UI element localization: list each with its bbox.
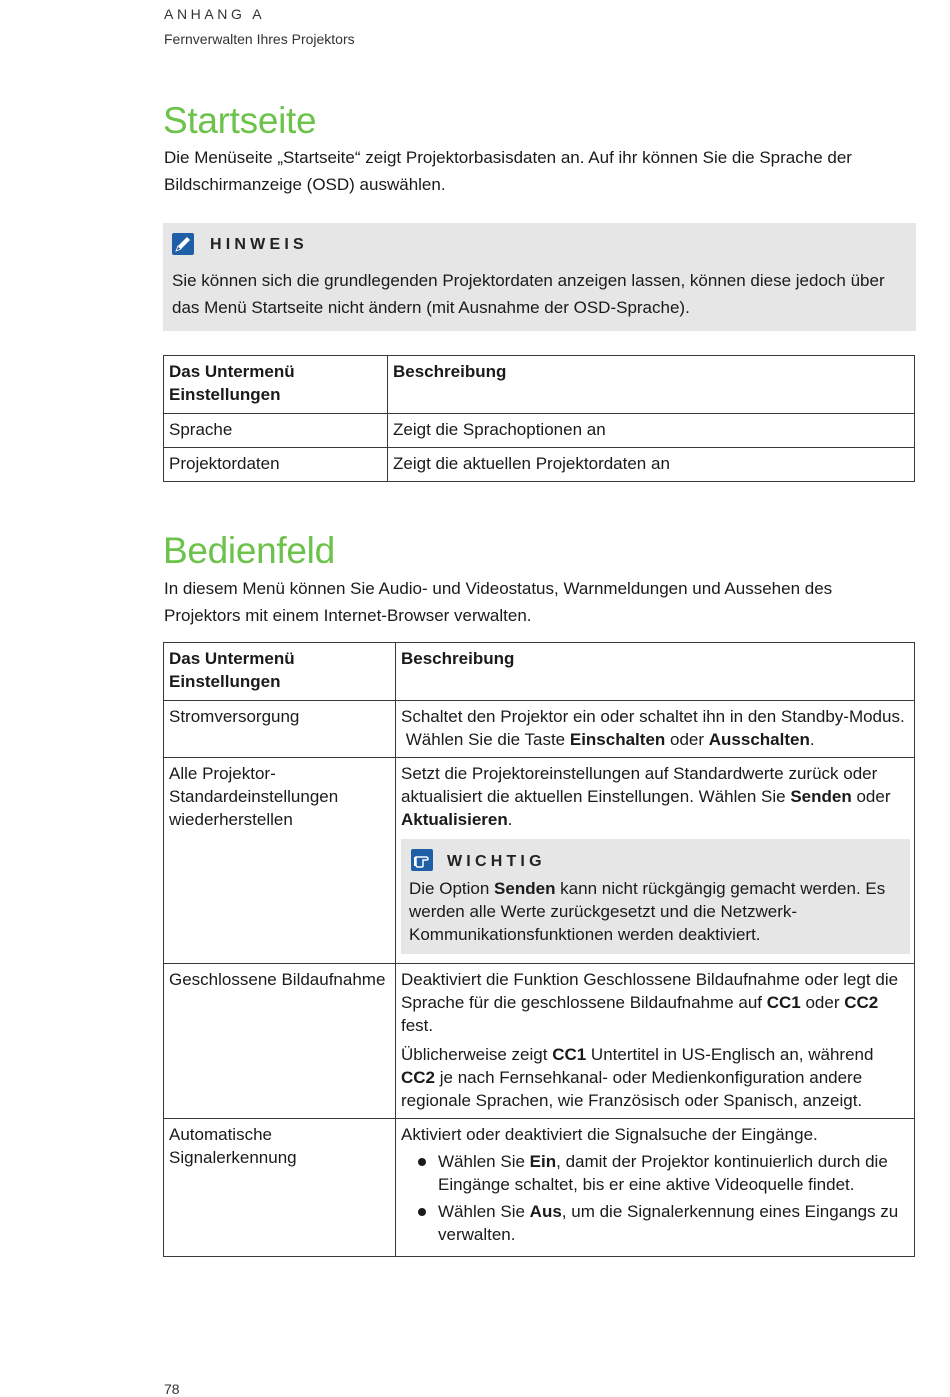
startseite-table	[163, 355, 915, 482]
table-cell-desc	[396, 758, 915, 964]
pointing-hand-icon	[411, 849, 433, 871]
bedienfeld-intro: In diesem Menü können Sie Audio- und Videostatus, Warnmeldungen und Aussehen des Projektors mit einem Internet-Browser verwalten.	[164, 579, 833, 625]
table-cell-name: Projektordaten	[164, 448, 388, 482]
table-row	[164, 1119, 915, 1257]
table-cell-name: Stromversorgung	[164, 701, 396, 758]
list-item: Wählen Sie Aus, um die Signalerkennung eines Eingangs zu verwalten.	[401, 1200, 909, 1246]
signal-desc: Aktiviert oder deaktiviert die Signalsuche der Eingänge.	[401, 1125, 818, 1144]
reset-desc: Setzt die Projektoreinstellungen auf Standardwerte zurück oder aktualisiert die aktuellen Einstellungen. Wählen Sie Senden oder Aktualisieren.	[401, 764, 891, 829]
page-number: 78	[164, 1381, 180, 1397]
stromversorgung-instruction: Wählen Sie die Taste Einschalten oder Ausschalten.	[401, 730, 815, 749]
warning-box	[401, 839, 910, 954]
note-label: HINWEIS	[210, 236, 308, 253]
cc-paragraph-2: Üblicherweise zeigt CC1 Untertitel in US-Englisch an, während CC2 je nach Fernsehkanal- oder Medienkonfiguration andere regionale Sprachen, wie Französisch oder Spanisch, anzeigt.	[401, 1045, 874, 1110]
startseite-intro: Die Menüseite „Startseite“ zeigt Projektorbasisdaten an. Auf ihr können Sie die Sprache der Bildschirmanzeige (OSD) auswählen.	[164, 148, 852, 194]
bullet-icon	[418, 1158, 426, 1166]
table-cell-desc	[396, 964, 915, 1119]
table-header-cell: Das Untermenü Einstellungen	[164, 356, 388, 414]
table-header-row	[164, 356, 915, 414]
signal-options-list	[401, 1150, 909, 1246]
warning-label: WICHTIG	[447, 853, 546, 870]
section-title-bedienfeld: Bedienfeld	[163, 530, 335, 571]
table-row	[164, 701, 915, 758]
cc-paragraph-1: Deaktiviert die Funktion Geschlossene Bildaufnahme oder legt die Sprache für die geschlossene Bildaufnahme auf CC1 oder CC2 fest.	[401, 970, 899, 1035]
warning-text: Die Option Senden kann nicht rückgängig gemacht werden. Es werden alle Werte zurückgesetzt und die Netzwerk-Kommunikationsfunktionen werden deaktiviert.	[409, 879, 886, 944]
list-item: Wählen Sie Ein, damit der Projektor kontinuierlich durch die Eingänge schaltet, bis er eine aktive Videoquelle findet.	[401, 1150, 909, 1196]
table-row	[164, 448, 915, 482]
note-box	[163, 223, 916, 331]
bedienfeld-table	[163, 642, 915, 1257]
note-text: Sie können sich die grundlegenden Projektordaten anzeigen lassen, können diese jedoch über das Menü Startseite nicht ändern (mit Ausnahme der OSD-Sprache).	[172, 271, 885, 317]
table-cell-name: Geschlossene Bildaufnahme	[164, 964, 396, 1119]
stromversorgung-desc: Schaltet den Projektor ein oder schaltet ihn in den Standby-Modus.	[401, 707, 905, 726]
table-row	[164, 758, 915, 964]
chapter-subtitle: Fernverwalten Ihres Projektors	[164, 31, 355, 47]
section-title-startseite: Startseite	[163, 100, 317, 141]
table-cell-name: Alle Projektor-Standardeinstellungen wiederherstellen	[164, 758, 396, 964]
table-header-cell: Beschreibung	[396, 643, 915, 701]
table-row	[164, 414, 915, 448]
appendix-label: ANHANG A	[164, 6, 266, 22]
table-header-row	[164, 643, 915, 701]
table-cell-desc: Zeigt die Sprachoptionen an	[388, 414, 915, 448]
table-cell-desc	[396, 701, 915, 758]
table-header-cell: Beschreibung	[388, 356, 915, 414]
table-cell-name: Automatische Signalerkennung	[164, 1119, 396, 1257]
pencil-note-icon	[172, 233, 194, 255]
table-row	[164, 964, 915, 1119]
table-header-cell: Das Untermenü Einstellungen	[164, 643, 396, 701]
bullet-icon	[418, 1208, 426, 1216]
table-cell-desc: Zeigt die aktuellen Projektordaten an	[388, 448, 915, 482]
table-cell-desc	[396, 1119, 915, 1257]
table-cell-name: Sprache	[164, 414, 388, 448]
